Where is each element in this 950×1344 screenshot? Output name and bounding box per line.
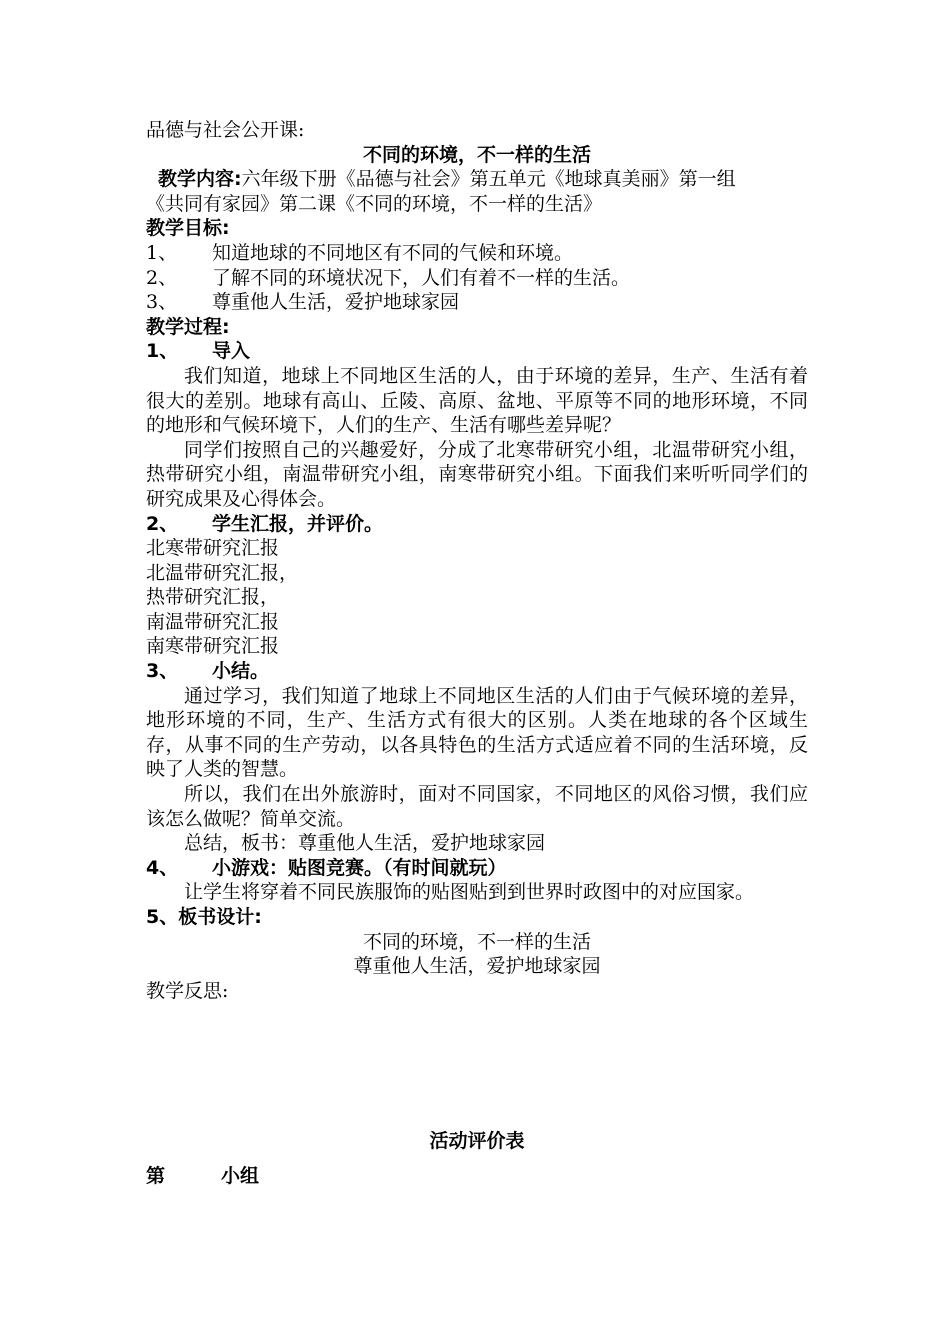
goal-num: 1、 xyxy=(146,241,178,264)
goal-item xyxy=(146,290,808,315)
goal-num: 2、 xyxy=(146,266,178,289)
group-label xyxy=(146,1164,808,1189)
lesson-plan-document xyxy=(146,118,808,1189)
content-text-2: 《共同有家园》第二课《不同的环境，不一样的生活》 xyxy=(146,192,603,215)
course-label: 品德与社会公开课: xyxy=(146,119,305,141)
section-2-heading xyxy=(146,512,808,537)
section-title: 小游戏：贴图竞赛。（有时间就玩） xyxy=(212,856,507,879)
report-item: 热带研究汇报， xyxy=(146,586,280,609)
lesson-title: 不同的环境，不一样的生活 xyxy=(362,143,591,166)
section-title: 小结。 xyxy=(212,660,270,683)
goal-num: 3、 xyxy=(146,291,178,314)
content-line-1 xyxy=(146,167,808,192)
goal-text: 知道地球的不同地区有不同的气候和环境。 xyxy=(212,241,574,264)
report-item: 北温带研究汇报， xyxy=(146,561,299,584)
section-title: 导入 xyxy=(212,340,251,363)
process-heading: 教学过程: xyxy=(146,315,230,338)
goal-item xyxy=(146,241,808,266)
reflection-label: 教学反思: xyxy=(146,979,229,1002)
section-num: 2、 xyxy=(146,512,179,535)
goal-text: 尊重他人生活，爱护地球家园 xyxy=(212,291,460,314)
content-text-1: 六年级下册《品德与社会》第五单元《地球真美丽》第一组 xyxy=(241,168,736,191)
goals-heading: 教学目标: xyxy=(146,217,230,240)
report-item: 南温带研究汇报 xyxy=(146,610,280,633)
intro-paragraph-2: 同学们按照自己的兴趣爱好，分成了北寒带研究小组，北温带研究小组，热带研究小组，南温带研究小组，南寒带研究小组。下面我们来听听同学们的研究成果及心得体会。 xyxy=(146,438,808,510)
section-num: 4、 xyxy=(146,856,179,879)
evaluation-table-title: 活动评价表 xyxy=(429,1130,525,1153)
summary-paragraph-1: 通过学习，我们知道了地球上不同地区生活的人们由于气候环境的差异，地形环境的不同，生产、生活方式有很大的区别。人类在地球的各个区域生存，从事不同的生产劳动，以各具特色的生活方式适应着不同的生活环境，反映了人类的智慧。 xyxy=(146,684,808,781)
section-title: 学生汇报，并评价。 xyxy=(212,512,384,535)
intro-paragraph-1: 我们知道，地球上不同地区生活的人，由于环境的差异，生产、生活有着很大的差别。地球有高山、丘陵、高原、盆地、平原等不同的地形环境，不同的地形和气候环境下，人们的生产、生活有哪些差异呢？ xyxy=(146,364,808,437)
section-1-heading xyxy=(146,339,808,364)
summary-paragraph-3: 总结，板书：尊重他人生活，爱护地球家园 xyxy=(184,832,546,855)
report-item: 南寒带研究汇报 xyxy=(146,635,280,658)
goal-text: 了解不同的环境状况下，人们有着不一样的生活。 xyxy=(212,266,631,289)
board-line-1: 不同的环境，不一样的生活 xyxy=(362,930,591,953)
report-item: 北寒带研究汇报 xyxy=(146,537,280,560)
board-line-2: 尊重他人生活，爱护地球家园 xyxy=(353,955,601,978)
group-prefix: 第 xyxy=(146,1164,166,1187)
content-label: 教学内容: xyxy=(158,168,242,191)
board-design-heading: 5、板书设计: xyxy=(146,906,262,928)
section-num: 3、 xyxy=(146,660,179,683)
game-paragraph: 让学生将穿着不同民族服饰的贴图贴到到世界时政图中的对应国家。 xyxy=(184,881,755,904)
summary-paragraph-2: 所以，我们在出外旅游时，面对不同国家，不同地区的风俗习惯，我们应该怎么做呢？简单交流。 xyxy=(146,783,808,830)
section-3-heading xyxy=(146,659,808,684)
group-suffix: 小组 xyxy=(221,1164,260,1187)
section-num: 1、 xyxy=(146,340,179,363)
section-4-heading xyxy=(146,856,808,881)
goal-item xyxy=(146,266,808,291)
